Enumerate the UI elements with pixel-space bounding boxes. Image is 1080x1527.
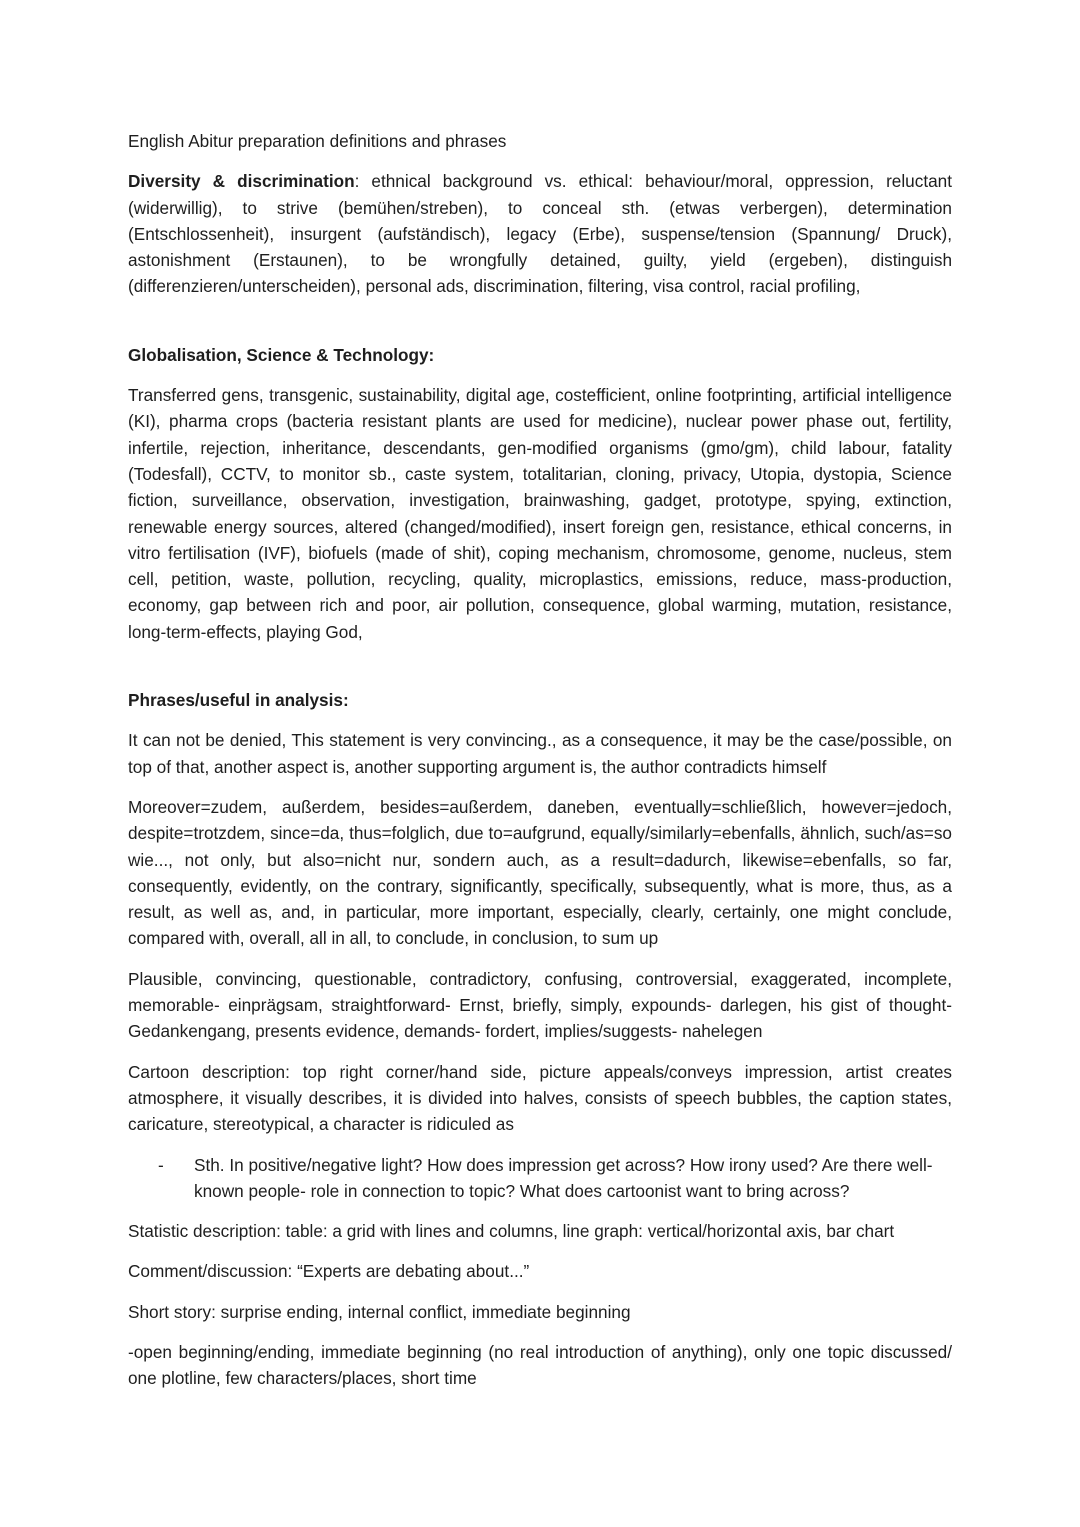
document-page: [128, 128, 952, 1406]
phrases-paragraph-3: Plausible, convincing, questionable, contradictory, confusing, controversial, exaggerated, incomplete, memorable- einprägsam, straightforward- Ernst, briefly, simply, expounds- darlegen, his gist of thought- Gedankengang, presents evidence, demands- fordert, implies/suggests- nahelegen: [128, 968, 952, 1042]
statistic-description: Statistic description: table: a grid with lines and columns, line graph: vertical/horizontal axis, bar chart: [128, 1221, 895, 1242]
cartoon-description: Cartoon description: top right corner/hand side, picture appeals/conveys impression, artist creates atmosphere, it visually describes, it is divided into halves, consists of speech bubbles, the caption states, caricature, stereotypical, a character is ridiculed as: [128, 1061, 952, 1135]
globalisation-paragraph: Transferred gens, transgenic, sustainability, digital age, costefficient, online footprinting, artificial intelligence (KI), pharma crops (bacteria resistant plants are used for medicine), nuclear power phase out, fertility, infertile, rejection, inheritance, descendants, gen-modified organisms (gmo/gm), child labour, fatality (Todesfall), CCTV, to monitor sb., caste system, totalitarian, cloning, privacy, Utopia, dystopia, Science fiction, surveillance, observation, investigation, brainwashing, gadget, prototype, spying, extinction, renewable energy sources, altered (changed/modified), insert foreign gen, resistance, ethical concerns, in vitro fertilisation (IVF), biofuels (made of shit), coping mechanism, chromosome, genome, nucleus, stem cell, petition, waste, pollution, recycling, quality, microplastics, emissions, reduce, mass-production, economy, gap between rich and poor, air pollution, consequence, global warming, mutation, resistance, long-term-effects, playing God,: [128, 385, 952, 642]
phrases-paragraph-2: Moreover=zudem, außerdem, besides=außerdem, daneben, eventually=schließlich, however=jedoch, despite=trotzdem, since=da, thus=folglich, due to=aufgrund, equally/similarly=ebenfalls, ähnlich, such/as=so wie..., not only, but also=nicht nur, sondern auch, as a result=dadurch, likewise=ebenfalls, so far, consequently, evidently, on the contrary, significantly, specifically, subsequently, what is more, thus, as a result, as well as, and, in particular, more important, especially, clearly, certainly, one might conclude, compared with, overall, all in all, to conclude, in conclusion, to sum up: [128, 796, 952, 949]
globalisation-heading: Globalisation, Science & Technology:: [128, 344, 435, 365]
short-story-features: -open beginning/ending, immediate beginning (no real introduction of anything), only one topic discussed/ one plotline, few characters/places, short time: [128, 1341, 952, 1389]
phrases-paragraph-1: It can not be denied, This statement is very convincing., as a consequence, it may be the case/possible, on top of that, another aspect is, another supporting argument is, the author contradicts himself: [128, 730, 952, 777]
short-story-description: Short story: surprise ending, internal conflict, immediate beginning: [128, 1301, 631, 1322]
document-title: English Abitur preparation definitions and phrases: [128, 131, 507, 151]
cartoon-bullet: [128, 1152, 952, 1205]
diversity-paragraph: [128, 168, 952, 299]
phrases-heading: Phrases/useful in analysis:: [128, 690, 349, 711]
diversity-heading: Diversity & discrimination: [128, 171, 355, 192]
diversity-text: : ethnical background vs. ethical: behaviour/moral, oppression, reluctant (widerwillig), to strive (bemühen/streben), to conceal sth. (etwas verbergen), determination (Entschlossenheit), insurgent (aufständisch), legacy (Erbe), suspense/tension (Spannung/ Druck), astonishment (Erstaunen), to be wrongfully detained, guilty, yield (ergeben), distinguish (differenzieren/unterscheiden), personal ads, discrimination, filtering, visa control, racial profiling,: [128, 171, 952, 297]
comment-description: Comment/discussion: “Experts are debating about...”: [128, 1261, 530, 1282]
bullet-mark: -: [158, 1154, 164, 1175]
cartoon-questions: Sth. In positive/negative light? How does impression get across? How irony used? Are there well-known people- role in connection to topic? What does cartoonist want to bring across?: [194, 1154, 933, 1201]
